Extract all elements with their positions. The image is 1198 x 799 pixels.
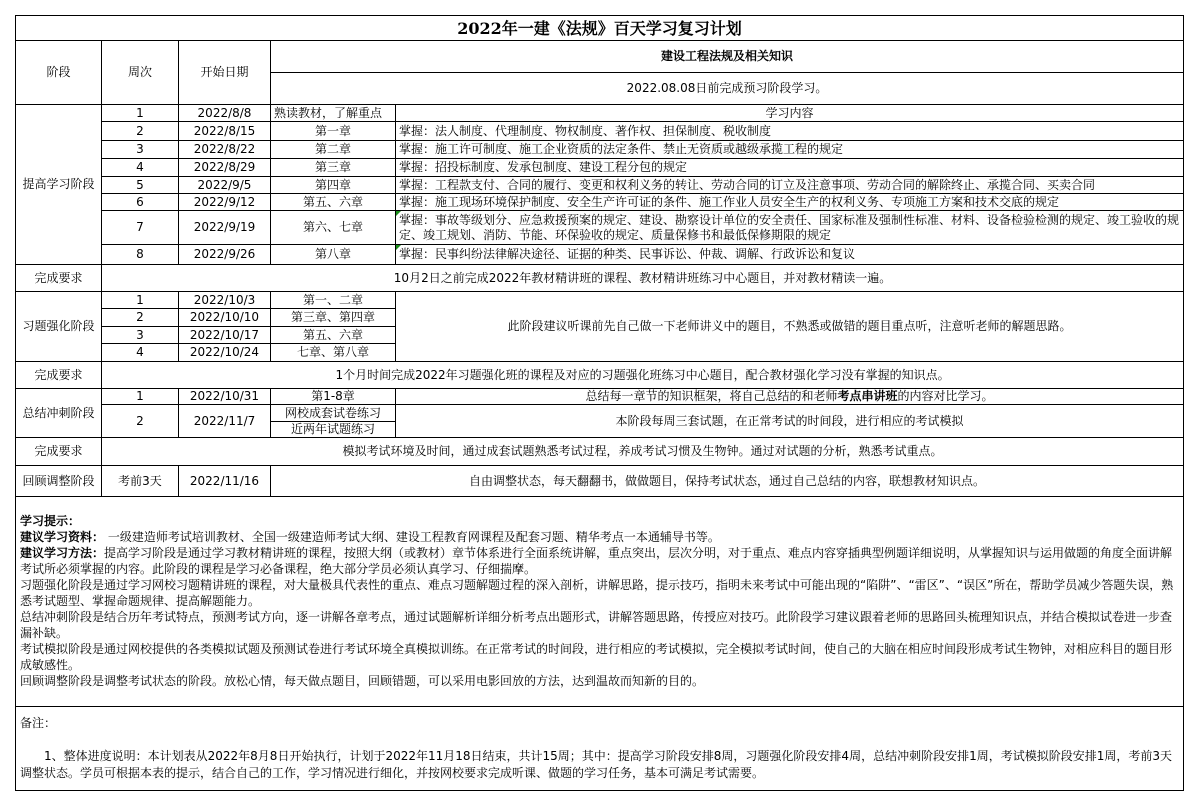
date-cell: 2022/10/24 bbox=[179, 344, 271, 362]
content-cell: 本阶段每周三套试题，在正常考试的时间段，进行相应的考试模拟 bbox=[396, 405, 1184, 438]
date-cell: 2022/11/7 bbox=[179, 405, 271, 438]
week-cell: 1 bbox=[102, 292, 179, 309]
date-cell: 2022/10/10 bbox=[179, 309, 271, 327]
requirement-label: 完成要求 bbox=[16, 438, 102, 466]
preview-note: 2022.08.08日前完成预习阶段学习。 bbox=[271, 73, 1184, 105]
date-cell: 2022/9/5 bbox=[179, 177, 271, 194]
header-stage: 阶段 bbox=[16, 41, 102, 105]
table-row bbox=[16, 292, 1184, 309]
requirement-label: 完成要求 bbox=[16, 362, 102, 389]
tips-mock: 考试模拟阶段是通过网校提供的各类模拟试题及预测试卷进行考试环境全真模拟训练。在正常考试的时间段，进行相应的考试模拟，完全模拟考试时间，使自己的大脑在相应时间段形成考试生物钟，对相应科目的题目形成敏感性。 bbox=[20, 642, 1173, 672]
week-cell: 3 bbox=[102, 141, 179, 159]
notes bbox=[16, 707, 1184, 791]
header-week: 周次 bbox=[102, 41, 179, 105]
chapter-cell: 熟读教材，了解重点 bbox=[271, 105, 396, 122]
content-cell: 掌握：民事纠纷法律解决途径、证据的种类、民事诉讼、仲裁、调解、行政诉讼和复议 bbox=[396, 245, 1184, 265]
table-row bbox=[16, 389, 1184, 405]
chapter-cell: 七章、第八章 bbox=[271, 344, 396, 362]
date-cell: 2022/9/26 bbox=[179, 245, 271, 265]
date-cell: 2022/9/19 bbox=[179, 211, 271, 245]
requirement-label: 完成要求 bbox=[16, 265, 102, 292]
chapter-cell: 第八章 bbox=[271, 245, 396, 265]
table-row bbox=[16, 159, 1184, 177]
content-pre: 总结每一章节的知识框架，将自己总结的和老师 bbox=[585, 389, 838, 403]
header-start-date: 开始日期 bbox=[179, 41, 271, 105]
table-row bbox=[16, 245, 1184, 265]
tips-review: 回顾调整阶段是调整考试状态的阶段。放松心情，每天做点题目，回顾错题，可以采用电影回放的方法，达到温故而知新的目的。 bbox=[20, 674, 705, 688]
requirement-text: 1个月时间完成2022年习题强化班的课程及对应的习题强化班练习中心题目，配合教材强化学习没有掌握的知识点。 bbox=[102, 362, 1184, 389]
week-cell: 6 bbox=[102, 194, 179, 211]
date-cell: 2022/8/22 bbox=[179, 141, 271, 159]
content-cell: 自由调整状态，每天翻翻书，做做题目，保持考试状态，通过自己总结的内容，联想教材知识点。 bbox=[271, 466, 1184, 497]
week-cell: 2 bbox=[102, 122, 179, 141]
chapter-cell: 近两年试题练习 bbox=[271, 422, 396, 438]
method-label: 建议学习方法： bbox=[20, 546, 105, 560]
week-cell: 7 bbox=[102, 211, 179, 245]
content-cell: 掌握：法人制度、代理制度、物权制度、著作权、担保制度、税收制度 bbox=[396, 122, 1184, 141]
notes-row bbox=[16, 707, 1184, 791]
table-row bbox=[16, 122, 1184, 141]
date-cell: 2022/10/17 bbox=[179, 327, 271, 344]
date-cell: 2022/10/31 bbox=[179, 389, 271, 405]
stage-name: 总结冲刺阶段 bbox=[16, 389, 102, 438]
tips-sprint: 总结冲刺阶段是结合历年考试特点，预测考试方向，逐一讲解各章考点，通过试题解析详细分析考点出题形式，讲解答题思路，传授应对技巧。此阶段学习建议跟着老师的思路回头梳理知识点，并结合模拟试卷进一步查漏补缺。 bbox=[20, 610, 1173, 640]
table-row bbox=[16, 211, 1184, 245]
chapter-cell: 第1-8章 bbox=[271, 389, 396, 405]
content-cell: 掌握：工程款支付、合同的履行、变更和权利义务的转让、劳动合同的订立及注意事项、劳动合同的解除终止、承揽合同、买卖合同 bbox=[396, 177, 1184, 194]
content-cell: 掌握：事故等级划分、应急救援预案的规定、建设、勘察设计单位的安全责任、国家标准及强制性标准、材料、设备检验检测的规定、竣工验收的规定、竣工规划、消防、节能、环保验收的规定、质量保修书和最低保修期限的规定 bbox=[396, 211, 1184, 245]
tips-practice: 习题强化阶段是通过学习网校习题精讲班的课程，对大量极具代表性的重点、难点习题解题过程的深入剖析，讲解思路，提示技巧，指明未来考试中可能出现的“陷阱”、“雷区”、“误区”所在，帮助学员减少答题失误，熟悉考试题型、掌握命题规律、提高解题能力。 bbox=[20, 578, 1174, 608]
week-cell: 考前3天 bbox=[102, 466, 179, 497]
week-cell: 4 bbox=[102, 344, 179, 362]
method-text: 提高学习阶段是通过学习教材精讲班的课程，按照大纲（或教材）章节体系进行全面系统讲解，重点突出，层次分明，对于重点、难点内容穿插典型例题详细说明，从掌握知识与运用做题的角度全面讲解考试所必须掌握的内容。此阶段的课程是学习必备课程，绝大部分学员必须认真学习、仔细揣摩。 bbox=[20, 546, 1173, 576]
requirement-text: 10月2日之前完成2022年教材精讲班的课程、教材精讲班练习中心题目，并对教材精读一遍。 bbox=[102, 265, 1184, 292]
date-cell: 2022/8/8 bbox=[179, 105, 271, 122]
study-tips bbox=[16, 497, 1184, 707]
tips-heading: 学习提示： bbox=[20, 514, 81, 528]
notes-heading: 备注： bbox=[20, 716, 57, 730]
requirement-row bbox=[16, 265, 1184, 292]
chapter-cell: 第一章 bbox=[271, 122, 396, 141]
date-cell: 2022/8/29 bbox=[179, 159, 271, 177]
table-row bbox=[16, 405, 1184, 422]
tips-row bbox=[16, 497, 1184, 707]
date-cell: 2022/8/15 bbox=[179, 122, 271, 141]
content-cell bbox=[396, 389, 1184, 405]
table-row bbox=[16, 466, 1184, 497]
week-cell: 4 bbox=[102, 159, 179, 177]
content-cell: 掌握：施工现场环境保护制度、安全生产许可证的条件、施工作业人员安全生产的权利义务、专项施工方案和技术交底的规定 bbox=[396, 194, 1184, 211]
stage-name: 习题强化阶段 bbox=[16, 292, 102, 362]
chapter-cell: 第五、六章 bbox=[271, 327, 396, 344]
content-cell: 掌握：施工许可制度、施工企业资质的法定条件、禁止无资质或越级承揽工程的规定 bbox=[396, 141, 1184, 159]
content-cell: 掌握：招投标制度、发承包制度、建设工程分包的规定 bbox=[396, 159, 1184, 177]
chapter-cell: 第二章 bbox=[271, 141, 396, 159]
chapter-cell: 第六、七章 bbox=[271, 211, 396, 245]
chapter-cell: 第三章、第四章 bbox=[271, 309, 396, 327]
content-cell: 此阶段建议听课前先自己做一下老师讲义中的题目，不熟悉或做错的题目重点听，注意听老师的解题思路。 bbox=[396, 292, 1184, 362]
date-cell: 2022/9/12 bbox=[179, 194, 271, 211]
stage-name: 回顾调整阶段 bbox=[16, 466, 102, 497]
page-title: 2022年一建《法规》百天学习复习计划 bbox=[16, 16, 1184, 41]
date-cell: 2022/10/3 bbox=[179, 292, 271, 309]
chapter-cell: 第五、六章 bbox=[271, 194, 396, 211]
requirement-text: 模拟考试环境及时间，通过成套试题熟悉考试过程，养成考试习惯及生物钟。通过对试题的分析，熟悉考试重点。 bbox=[102, 438, 1184, 466]
content-highlight: 考点串讲班 bbox=[837, 389, 898, 403]
week-cell: 2 bbox=[102, 405, 179, 438]
stage-name: 提高学习阶段 bbox=[16, 105, 102, 265]
week-cell: 1 bbox=[102, 105, 179, 122]
week-cell: 2 bbox=[102, 309, 179, 327]
content-post: 的内容对比学习。 bbox=[897, 389, 994, 403]
table-row bbox=[16, 194, 1184, 211]
header-subject: 建设工程法规及相关知识 bbox=[271, 41, 1184, 73]
requirement-row bbox=[16, 362, 1184, 389]
content-cell: 学习内容 bbox=[396, 105, 1184, 122]
week-cell: 3 bbox=[102, 327, 179, 344]
materials-label: 建议学习资料： bbox=[20, 530, 105, 544]
table-row bbox=[16, 105, 1184, 122]
week-cell: 8 bbox=[102, 245, 179, 265]
requirement-row bbox=[16, 438, 1184, 466]
week-cell: 5 bbox=[102, 177, 179, 194]
chapter-cell: 第一、二章 bbox=[271, 292, 396, 309]
chapter-cell: 网校成套试卷练习 bbox=[271, 405, 396, 422]
study-plan-table bbox=[15, 15, 1184, 791]
table-row bbox=[16, 177, 1184, 194]
materials-text: 一级建造师考试培训教材、全国一级建造师考试大纲、建设工程教育网课程及配套习题、精华考点一本通辅导书等。 bbox=[104, 530, 720, 544]
date-cell: 2022/11/16 bbox=[179, 466, 271, 497]
table-row bbox=[16, 141, 1184, 159]
chapter-cell: 第三章 bbox=[271, 159, 396, 177]
week-cell: 1 bbox=[102, 389, 179, 405]
chapter-cell: 第四章 bbox=[271, 177, 396, 194]
notes-item: 1、整体进度说明：本计划表从2022年8月8日开始执行，计划于2022年11月18日结束，共计15周；其中：提高学习阶段安排8周，习题强化阶段安排4周，总结冲刺阶段安排1周，考试模拟阶段安排1周，考前3天调整状态。学员可根据本表的提示，结合自己的工作，学习情况进行细化，并按网校要求完成听课、做题的学习任务，基本可满足考试需要。 bbox=[20, 749, 1172, 780]
